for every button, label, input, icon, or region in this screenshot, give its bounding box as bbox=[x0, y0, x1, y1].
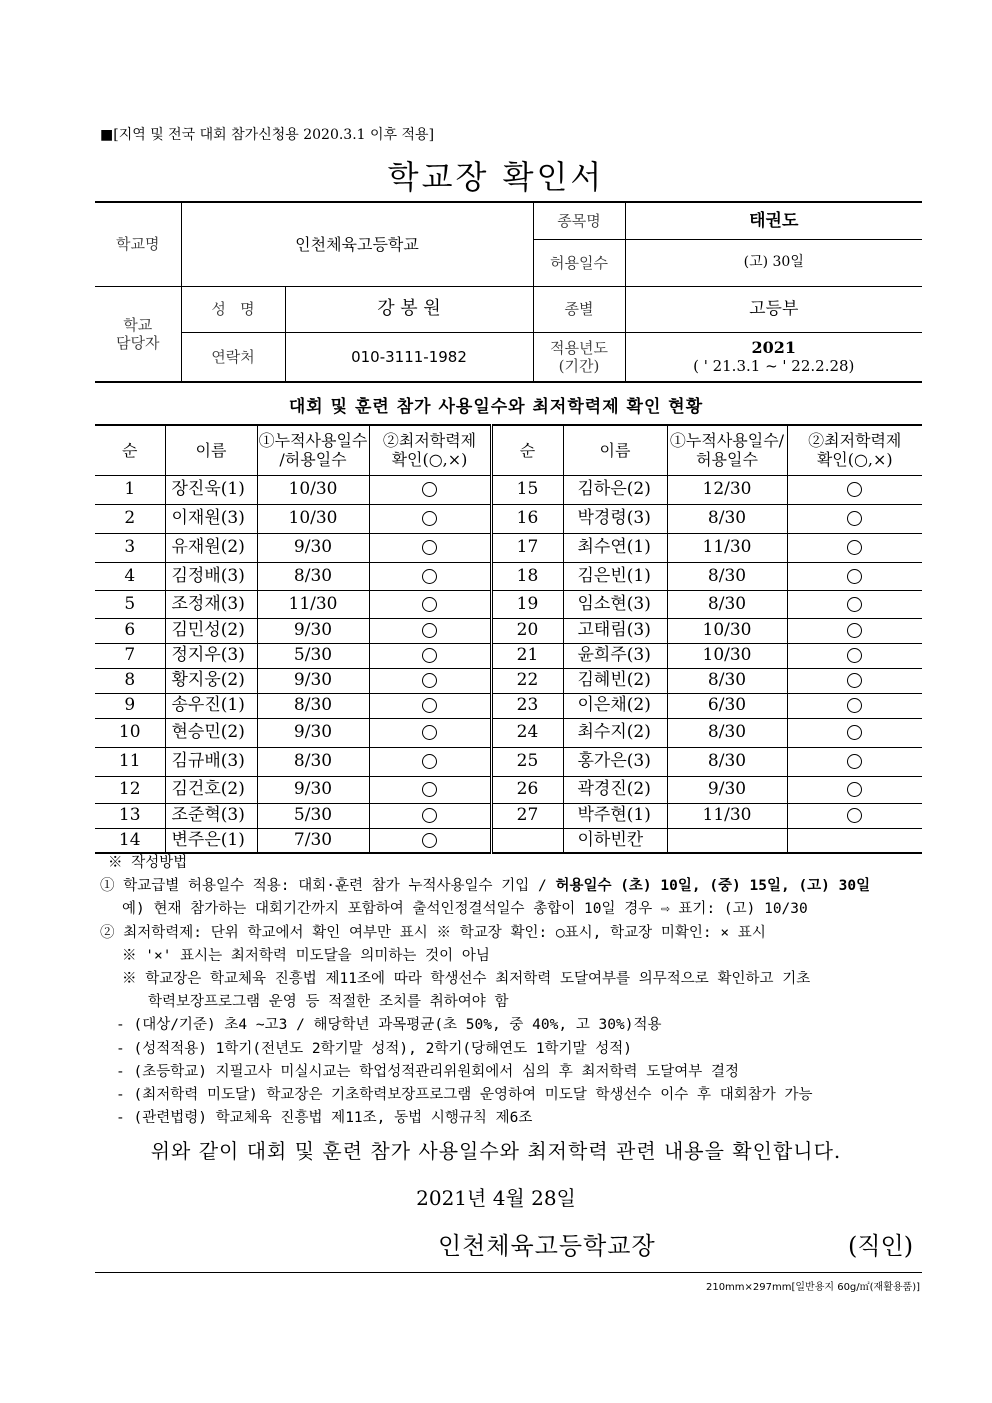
row-check-right bbox=[787, 718, 922, 747]
row-no-left: 13 bbox=[95, 803, 165, 828]
row-days-right: 9/30 bbox=[667, 776, 787, 803]
table-row bbox=[95, 590, 922, 618]
school-info-table bbox=[95, 201, 922, 383]
row-check-right bbox=[787, 643, 922, 668]
principal-title: 인천체육고등학교장 bbox=[438, 1232, 656, 1260]
header-name-left: 이름 bbox=[165, 425, 257, 475]
row-no-right: 18 bbox=[491, 562, 563, 590]
circle-mark-icon bbox=[847, 597, 862, 612]
row-check-right bbox=[787, 747, 922, 776]
year-value: 2021 bbox=[751, 338, 797, 358]
row-no-left: 3 bbox=[95, 533, 165, 562]
row-days-left: 9/30 bbox=[257, 618, 369, 643]
row-name-left: 변주은(1) bbox=[165, 828, 257, 853]
manager-name-label: 성 명 bbox=[181, 286, 285, 332]
table-row bbox=[95, 693, 922, 718]
row-check-right bbox=[787, 533, 922, 562]
row-check-right bbox=[787, 803, 922, 828]
row-check-right bbox=[787, 504, 922, 533]
school-name-label: 학교명 bbox=[95, 202, 181, 286]
row-no-left: 2 bbox=[95, 504, 165, 533]
detail-elementary: - (초등학교) 지필고사 미실시교는 학업성적관리위원회에서 심의 후 최저학력 도달여부 결정 bbox=[116, 1063, 740, 1080]
circle-mark-icon bbox=[847, 698, 862, 713]
row-name-right: 최수연(1) bbox=[563, 533, 667, 562]
row-name-right: 윤희주(3) bbox=[563, 643, 667, 668]
note-1-allowed-days: 허용일수 (초) 10일, (중) 15일, (고) 30일 bbox=[555, 878, 871, 895]
circle-mark-icon bbox=[422, 673, 437, 688]
circle-mark-icon bbox=[847, 808, 862, 823]
row-name-right: 박경령(3) bbox=[563, 504, 667, 533]
document-title: 학교장 확인서 bbox=[387, 158, 605, 196]
detail-law: - (관련법령) 학교체육 진흥법 제11조, 동법 시행규칙 제6조 bbox=[116, 1110, 533, 1127]
row-days-left: 7/30 bbox=[257, 828, 369, 853]
row-check-left bbox=[369, 828, 491, 853]
table-row bbox=[95, 562, 922, 590]
row-no-left: 5 bbox=[95, 590, 165, 618]
allowed-days-value: (고) 30일 bbox=[625, 239, 922, 286]
circle-mark-icon bbox=[422, 511, 437, 526]
row-no-right: 15 bbox=[491, 475, 563, 504]
bottom-divider bbox=[95, 1272, 922, 1273]
year-cell bbox=[625, 332, 922, 382]
row-check-right bbox=[787, 693, 922, 718]
circle-mark-icon bbox=[847, 511, 862, 526]
row-no-left: 9 bbox=[95, 693, 165, 718]
row-name-right: 홍가은(3) bbox=[563, 747, 667, 776]
row-no-right: 16 bbox=[491, 504, 563, 533]
row-no-left: 7 bbox=[95, 643, 165, 668]
row-days-right: 10/30 bbox=[667, 643, 787, 668]
header-check-right: ②최저학력제 확인(○,×) bbox=[787, 425, 922, 475]
row-name-right: 이은채(2) bbox=[563, 693, 667, 718]
row-days-right: 8/30 bbox=[667, 562, 787, 590]
row-days-left: 5/30 bbox=[257, 643, 369, 668]
row-days-right: 6/30 bbox=[667, 693, 787, 718]
header-no-right: 순 bbox=[491, 425, 563, 475]
row-name-left: 김규배(3) bbox=[165, 747, 257, 776]
row-name-left: 유재원(2) bbox=[165, 533, 257, 562]
event-label: 종목명 bbox=[533, 202, 625, 239]
row-days-right: 8/30 bbox=[667, 718, 787, 747]
row-check-right bbox=[787, 776, 922, 803]
circle-mark-icon bbox=[847, 540, 862, 555]
row-name-right: 김하은(2) bbox=[563, 475, 667, 504]
row-check-left bbox=[369, 776, 491, 803]
circle-mark-icon bbox=[847, 782, 862, 797]
row-check-right bbox=[787, 475, 922, 504]
row-name-right: 박주현(1) bbox=[563, 803, 667, 828]
header-no-left: 순 bbox=[95, 425, 165, 475]
row-days-left: 9/30 bbox=[257, 776, 369, 803]
header-days-right: ①누적사용일수/ 허용일수 bbox=[667, 425, 787, 475]
row-check-left bbox=[369, 618, 491, 643]
contact-value: 010-3111-1982 bbox=[285, 332, 533, 382]
row-name-right: 곽경진(2) bbox=[563, 776, 667, 803]
row-name-left: 정지우(3) bbox=[165, 643, 257, 668]
table-row bbox=[95, 618, 922, 643]
table-header-row bbox=[95, 425, 922, 475]
header-days-left: ①누적사용일수 /허용일수 bbox=[257, 425, 369, 475]
table-row bbox=[95, 747, 922, 776]
row-name-left: 황지웅(2) bbox=[165, 668, 257, 693]
category-label: 종별 bbox=[533, 286, 625, 332]
row-name-right: 김은빈(1) bbox=[563, 562, 667, 590]
circle-mark-icon bbox=[847, 673, 862, 688]
row-check-left bbox=[369, 803, 491, 828]
row-name-left: 장진욱(1) bbox=[165, 475, 257, 504]
circle-mark-icon bbox=[422, 725, 437, 740]
row-days-left: 9/30 bbox=[257, 668, 369, 693]
table-row bbox=[95, 803, 922, 828]
row-name-right: 임소현(3) bbox=[563, 590, 667, 618]
circle-mark-icon bbox=[847, 569, 862, 584]
row-no-left: 8 bbox=[95, 668, 165, 693]
row-days-right: 8/30 bbox=[667, 747, 787, 776]
row-days-left: 9/30 bbox=[257, 718, 369, 747]
row-check-left bbox=[369, 533, 491, 562]
seal-label: (직인) bbox=[848, 1232, 914, 1260]
row-name-right: 김혜빈(2) bbox=[563, 668, 667, 693]
circle-mark-icon bbox=[847, 648, 862, 663]
period-value: ( ' 21.3.1 ~ ' 22.2.28) bbox=[693, 357, 855, 376]
table-row bbox=[95, 828, 922, 853]
row-check-right bbox=[787, 668, 922, 693]
allowed-days-label: 허용일수 bbox=[533, 239, 625, 286]
row-check-left bbox=[369, 504, 491, 533]
row-days-right: 8/30 bbox=[667, 590, 787, 618]
row-days-left: 10/30 bbox=[257, 475, 369, 504]
row-days-right bbox=[667, 828, 787, 853]
row-check-right bbox=[787, 562, 922, 590]
circle-mark-icon bbox=[422, 482, 437, 497]
circle-mark-icon bbox=[847, 725, 862, 740]
row-no-left: 6 bbox=[95, 618, 165, 643]
row-name-left: 송우진(1) bbox=[165, 693, 257, 718]
detail-below-standard: - (최저학력 미도달) 학교장은 기초학력보장프로그램 운영하여 미도달 학생선수 이수 후 대회참가 가능 bbox=[116, 1087, 813, 1104]
row-name-left: 조정재(3) bbox=[165, 590, 257, 618]
confirmation-text: 위와 같이 대회 및 훈련 참가 사용일수와 최저학력 관련 내용을 확인합니다. bbox=[150, 1139, 842, 1163]
row-name-left: 김민성(2) bbox=[165, 618, 257, 643]
circle-mark-icon bbox=[422, 782, 437, 797]
row-no-left: 4 bbox=[95, 562, 165, 590]
row-no-left: 11 bbox=[95, 747, 165, 776]
circle-mark-icon bbox=[422, 754, 437, 769]
circle-mark-icon bbox=[847, 482, 862, 497]
table-row bbox=[95, 668, 922, 693]
contact-label: 연락처 bbox=[181, 332, 285, 382]
row-no-right: 19 bbox=[491, 590, 563, 618]
circle-mark-icon bbox=[422, 698, 437, 713]
circle-mark-icon bbox=[422, 833, 437, 848]
notes-heading: ※ 작성방법 bbox=[108, 855, 188, 871]
row-no-right: 25 bbox=[491, 747, 563, 776]
row-no-right: 23 bbox=[491, 693, 563, 718]
note-2-x-meaning: ※ '×' 표시는 최저학력 미도달을 의미하는 것이 아님 bbox=[122, 947, 490, 964]
circle-mark-icon bbox=[422, 808, 437, 823]
status-title: 대회 및 훈련 참가 사용일수와 최저학력제 확인 현황 bbox=[288, 397, 704, 417]
row-no-left: 1 bbox=[95, 475, 165, 504]
row-check-left bbox=[369, 718, 491, 747]
row-days-left: 10/30 bbox=[257, 504, 369, 533]
circle-mark-icon bbox=[847, 754, 862, 769]
row-days-right: 8/30 bbox=[667, 668, 787, 693]
row-no-left: 12 bbox=[95, 776, 165, 803]
detail-grades: - (성적적용) 1학기(전년도 2학기말 성적), 2학기(당해연도 1학기말 성적) bbox=[116, 1040, 633, 1057]
circle-mark-icon bbox=[422, 648, 437, 663]
row-no-right: 21 bbox=[491, 643, 563, 668]
table-row bbox=[95, 533, 922, 562]
manager-name-value: 강 봉 원 bbox=[285, 286, 533, 332]
row-days-left: 9/30 bbox=[257, 533, 369, 562]
row-days-left: 5/30 bbox=[257, 803, 369, 828]
row-days-right: 11/30 bbox=[667, 533, 787, 562]
row-name-left: 김정배(3) bbox=[165, 562, 257, 590]
circle-mark-icon bbox=[422, 597, 437, 612]
header-note: ■[지역 및 전국 대회 참가신청용 2020.3.1 이후 적용] bbox=[100, 127, 435, 143]
row-check-left bbox=[369, 693, 491, 718]
year-label: 적용년도 (기간) bbox=[533, 332, 625, 382]
row-name-right: 최수지(2) bbox=[563, 718, 667, 747]
row-name-left: 현승민(2) bbox=[165, 718, 257, 747]
row-name-left: 조준혁(3) bbox=[165, 803, 257, 828]
circle-mark-icon bbox=[422, 569, 437, 584]
row-no-right: 26 bbox=[491, 776, 563, 803]
row-check-right bbox=[787, 828, 922, 853]
note-2: ② 최저학력제: 단위 학교에서 확인 여부만 표시 ※ 학교장 확인: ○표시, 학교장 미확인: × 표시 bbox=[100, 924, 766, 941]
circle-mark-icon bbox=[422, 623, 437, 638]
row-no-right bbox=[491, 828, 563, 853]
school-name-value: 인천체육고등학교 bbox=[181, 202, 533, 286]
notes-section bbox=[100, 852, 930, 1130]
header-check-left: ②최저학력제 확인(○,×) bbox=[369, 425, 491, 475]
row-no-left: 14 bbox=[95, 828, 165, 853]
category-value: 고등부 bbox=[625, 286, 922, 332]
row-days-right: 10/30 bbox=[667, 618, 787, 643]
event-value: 태권도 bbox=[625, 202, 922, 239]
row-no-right: 24 bbox=[491, 718, 563, 747]
row-name-right: 이하빈칸 bbox=[563, 828, 667, 853]
row-check-left bbox=[369, 643, 491, 668]
row-days-right: 12/30 bbox=[667, 475, 787, 504]
row-days-left: 8/30 bbox=[257, 693, 369, 718]
note-2-duty-line2: 학력보장프로그램 운영 등 적절한 조치를 취하여야 함 bbox=[148, 994, 509, 1011]
row-no-left: 10 bbox=[95, 718, 165, 747]
manager-label: 학교 담당자 bbox=[95, 286, 181, 382]
row-check-left bbox=[369, 475, 491, 504]
row-name-left: 이재원(3) bbox=[165, 504, 257, 533]
row-no-right: 22 bbox=[491, 668, 563, 693]
row-no-right: 20 bbox=[491, 618, 563, 643]
row-check-left bbox=[369, 590, 491, 618]
footer-note: 210mm×297mm[일반용지 60g/㎡(재활용품)] bbox=[705, 1282, 920, 1293]
row-check-left bbox=[369, 562, 491, 590]
row-check-right bbox=[787, 618, 922, 643]
date-line: 2021년 4월 28일 bbox=[416, 1186, 576, 1210]
row-no-right: 17 bbox=[491, 533, 563, 562]
row-no-right: 27 bbox=[491, 803, 563, 828]
note-1-text: ① 학교급별 허용일수 적용: 대회·훈련 참가 누적사용일수 기입 / bbox=[100, 878, 556, 895]
table-row bbox=[95, 718, 922, 747]
row-days-right: 11/30 bbox=[667, 803, 787, 828]
circle-mark-icon bbox=[847, 623, 862, 638]
row-name-left: 김건호(2) bbox=[165, 776, 257, 803]
circle-mark-icon bbox=[422, 540, 437, 555]
row-check-right bbox=[787, 590, 922, 618]
usage-table bbox=[95, 424, 922, 854]
header-name-right: 이름 bbox=[563, 425, 667, 475]
table-row bbox=[95, 776, 922, 803]
row-days-left: 8/30 bbox=[257, 747, 369, 776]
table-row bbox=[95, 475, 922, 504]
note-1-example: 예) 현재 참가하는 대회기간까지 포함하여 출석인정결석일수 총합이 10일 경우 ⇨ 표기: (고) 10/30 bbox=[122, 901, 808, 918]
row-days-right: 8/30 bbox=[667, 504, 787, 533]
row-check-left bbox=[369, 747, 491, 776]
table-row bbox=[95, 643, 922, 668]
note-2-duty-line1: ※ 학교장은 학교체육 진흥법 제11조에 따라 학생선수 최저학력 도달여부를 의무적으로 확인하고 기초 bbox=[122, 971, 811, 988]
detail-target: - (대상/기준) 초4 ~고3 / 해당학년 과목평균(초 50%, 중 40%, 고 30%)적용 bbox=[116, 1017, 662, 1034]
note-1 bbox=[100, 875, 930, 898]
table-row bbox=[95, 504, 922, 533]
row-days-left: 11/30 bbox=[257, 590, 369, 618]
row-check-left bbox=[369, 668, 491, 693]
row-days-left: 8/30 bbox=[257, 562, 369, 590]
row-name-right: 고태림(3) bbox=[563, 618, 667, 643]
